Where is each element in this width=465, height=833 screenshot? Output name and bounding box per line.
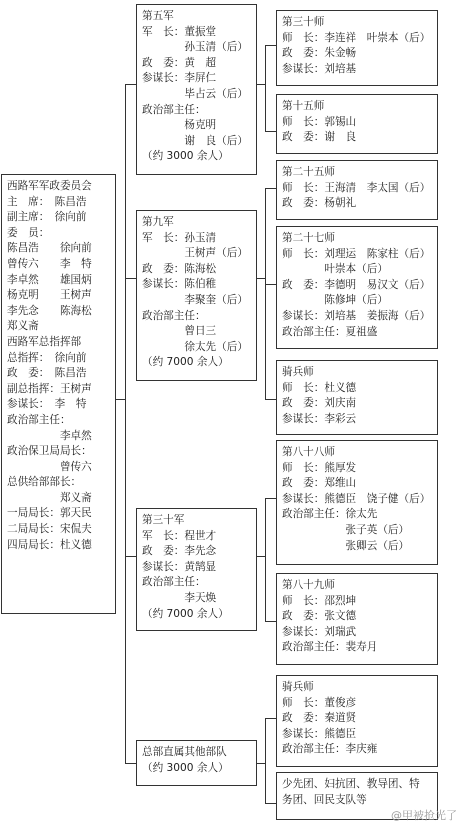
army-line: 孙玉清（后） [142,41,248,54]
connector-div-27 [265,284,276,285]
connector-army-30 [125,556,136,557]
army-line: （约 7000 余人） [142,607,229,620]
army-line: 参谋长：黄鹄显 [142,560,217,573]
division-line: 第十五师 [282,100,325,112]
division-line: 第二十五师 [282,166,335,178]
division-line: 政 委：谢 良 [282,131,357,144]
division-line: 政 委：刘庆南 [282,397,357,410]
connector-div-trunk-30 [265,498,266,622]
army-line: 李聚奎（后） [142,293,248,306]
connector-div-trunk-5 [265,45,266,132]
division-line: 叶崇本（后） [282,263,388,276]
command-line: 李卓然 雄国炳 [7,273,92,286]
army-line: 第三十军 [142,514,185,526]
division-line: 师 长：郭锡山 [282,115,357,128]
division-line: 师 长：李连祥 叶崇本（后） [282,31,431,44]
division-line: 政 委：李德明 易汉文（后） [282,278,431,291]
connector-div-branch-other [257,763,266,764]
division-line: 政 委：朱金畅 [282,47,357,60]
division-line: 师 长：刘理运 陈家柱（后） [282,247,431,260]
division-line: 参谋长：刘培基 [282,62,357,75]
division-line: 参谋长：刘培基 姜振海（后） [282,309,431,322]
army-line: 政治部主任： [142,309,206,322]
command-line: 政治部主任： [7,413,71,426]
army-line: 徐太先（后） [142,340,248,353]
division-line: 政治部主任：夏祖盛 [282,325,378,338]
connector-div-regiments [265,803,276,804]
army-line: （约 3000 余人） [142,761,229,774]
division-line: 政 委：张文德 [282,610,357,623]
division-line: 政 委：郑维山 [282,477,357,490]
command-line: 李卓然 [7,429,92,442]
army-30-box [136,508,257,631]
army-line: （约 7000 余人） [142,356,229,369]
army-line: 军 长：孙玉清 [142,231,217,244]
division-line: 第三十师 [282,16,325,28]
division-line: 务团、回民支队等 [282,793,367,806]
division-line: 师 长：邵烈坤 [282,594,357,607]
army-line: 杨克明 [142,119,217,132]
command-line: 郑义斋 [7,491,92,504]
command-line: 四局局长：杜义德 [7,538,92,551]
watermark: @甲被抢光了 [391,809,457,822]
connector-army-other [125,763,136,764]
division-line: 张卿云（后） [282,539,410,552]
army-line: 谢 良（后） [142,134,248,147]
command-line: 政治保卫局局长： [7,445,92,458]
division-line: 政 委：杨朝礼 [282,197,357,210]
connector-div-15 [265,131,276,132]
command-line: 曾传六 李 特 [7,257,92,270]
command-line: 总指挥： 徐向前 [7,351,87,364]
division-15-box [276,94,438,154]
division-line: 第八十八师 [282,446,335,458]
division-88-box [276,440,438,565]
connector-div-88 [265,498,276,499]
division-line: 政治部主任：裴寿月 [282,641,378,654]
army-line: 参谋长：陈伯稚 [142,278,217,291]
division-27-box [276,226,438,349]
army-5-box [136,4,257,175]
command-line: 曾传六 [7,460,92,473]
command-line: 委 员： [7,226,50,239]
division-line: 政治部主任：徐太先 [282,508,378,521]
command-line: 杨克明 王树声 [7,289,92,302]
command-line: 主 席： 陈昌浩 [7,195,87,208]
army-line: 军 长：程世才 [142,529,217,542]
command-line: 参谋长： 李 特 [7,398,87,411]
command-line: 总供给部部长： [7,476,82,489]
division-line: 第二十七师 [282,232,335,244]
command-line: 副总指挥：王树声 [7,382,92,395]
division-line: 政治部主任：李庆雍 [282,743,378,756]
division-line: 张子英（后） [282,523,410,536]
connector-div-25 [265,188,276,189]
command-line: 陈昌浩 徐向前 [7,242,92,255]
army-line: 李天焕 [142,591,217,604]
division-89-box [276,573,438,665]
division-line: 师 长：王海清 李太国（后） [282,181,431,194]
connector-div-branch-30 [257,556,266,557]
army-line: 军 长：董振堂 [142,25,217,38]
division-line: 参谋长：熊德臣 饶子健（后） [282,492,431,505]
command-line: 李先念 陈海松 [7,304,92,317]
west-route-army-command-box [1,174,116,614]
division-line: 骑兵师 [282,366,314,378]
connector-div-branch-9 [257,278,266,279]
connector-div-trunk-9 [265,188,266,400]
army-line: 政治部主任： [142,576,206,589]
division-30-box [276,10,438,86]
connector-div-cav1 [265,399,276,400]
cavalry-division-1-box [276,360,438,435]
command-line: 政 委： 陈昌浩 [7,367,87,380]
command-line: 郑义斋 [7,320,39,333]
division-line: 骑兵师 [282,681,314,693]
connector-div-cav2 [265,718,276,719]
army-line: 第九军 [142,216,174,228]
division-line: 少先团、妇抗团、教导团、特 [282,778,420,790]
division-line: 政 委：秦道贤 [282,712,357,725]
army-line: 第五军 [142,10,174,22]
cavalry-division-2-box [276,675,438,767]
connector-div-trunk-other [265,718,266,804]
army-line: （约 3000 余人） [142,150,229,163]
connector-army-5 [125,84,136,85]
connector-army-trunk [125,84,126,764]
division-25-box [276,160,438,220]
division-line: 第八十九师 [282,579,335,591]
connector-div-89 [265,621,276,622]
hq-other-units-box [136,740,257,786]
army-line: 参谋长：李屏仁 [142,72,217,85]
division-line: 参谋长：刘瑞武 [282,625,357,638]
division-line: 陈修坤（后） [282,294,388,307]
division-line: 参谋长：熊德臣 [282,727,357,740]
army-line: 政 委：黄 超 [142,56,217,69]
command-line: 一局局长：郭天民 [7,507,92,520]
army-line: 政 委：陈海松 [142,262,217,275]
division-line: 师 长：熊厚发 [282,461,357,474]
army-line: 总部直属其他部队 [142,746,227,758]
army-line: 王树声（后） [142,247,248,260]
command-line: 西路军军政委员会 [7,180,92,192]
command-line: 二局局长：宋侃夫 [7,523,92,536]
army-line: 毕占云（后） [142,87,248,100]
army-line: 曾日三 [142,325,217,338]
division-line: 师 长：董俊彦 [282,696,357,709]
division-line: 参谋长：李彩云 [282,412,357,425]
army-9-box [136,210,257,381]
division-line: 师 长：杜义德 [282,381,357,394]
command-line: 西路军总指挥部 [7,335,82,348]
connector-div-30 [265,45,276,46]
army-line: 政 委：李先念 [142,545,217,558]
army-line: 政治部主任： [142,103,206,116]
command-line: 副主席： 徐向前 [7,211,87,224]
connector-div-branch-5 [257,84,266,85]
connector-army-9 [125,278,136,279]
